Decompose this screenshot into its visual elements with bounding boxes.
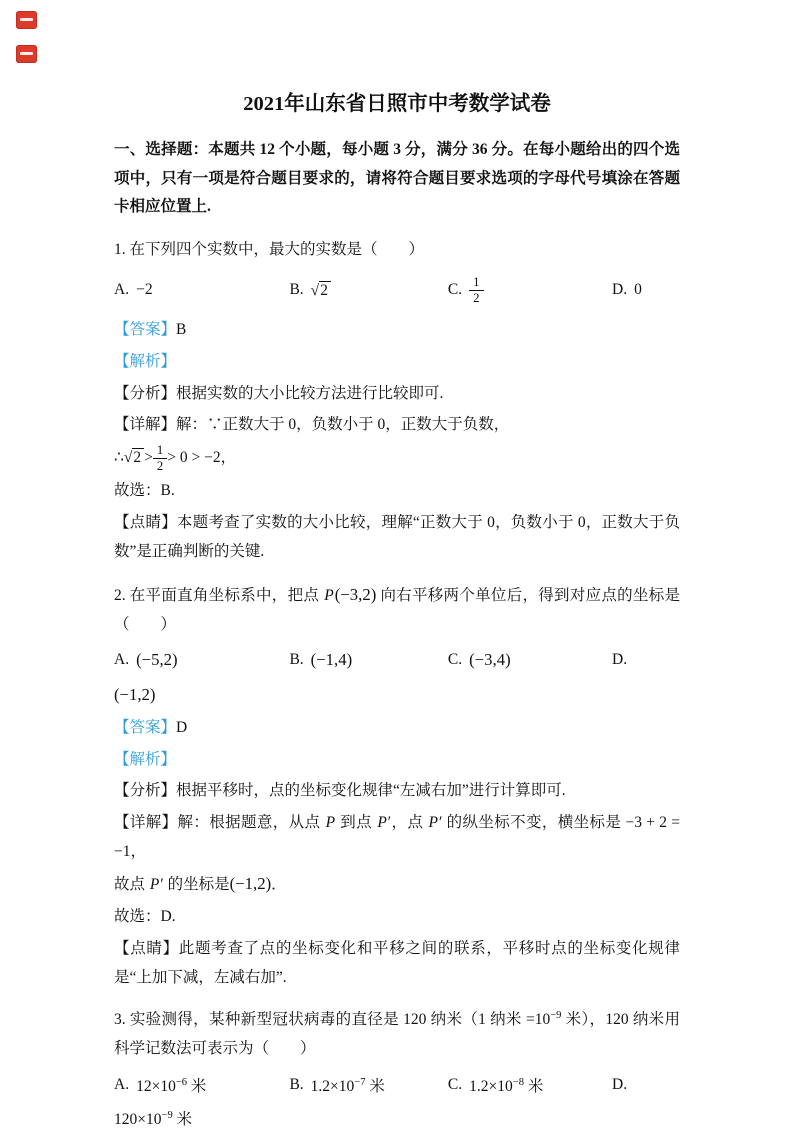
exponent: −8: [512, 1076, 524, 1088]
option-value: [136, 1074, 206, 1096]
q3-option-b: [289, 1074, 447, 1096]
math-text: 的纵坐标不变，横坐标是 −3 + 2 = −1，: [114, 813, 680, 860]
q2-option-d: [612, 651, 680, 669]
option-label: C.: [447, 1075, 463, 1093]
q1-options-row: [114, 275, 680, 306]
option-label: D.: [612, 281, 628, 299]
q1-detail-line2: [114, 443, 680, 474]
answer-tag: 【答案】: [114, 718, 177, 736]
unit-text: 米: [365, 1077, 385, 1095]
answer-value: B: [176, 321, 187, 339]
option-value: [311, 1074, 385, 1096]
q1-stem: 1. 在下列四个实数中，最大的实数是（ ）: [114, 241, 425, 259]
annotation-stamp-icon[interactable]: [16, 11, 37, 29]
coordinate: (−1,2): [229, 874, 272, 894]
document-page: [114, 86, 680, 1137]
exponent: −6: [175, 1076, 188, 1088]
option-label: D.: [612, 650, 628, 668]
unit-text: 米: [172, 1110, 193, 1128]
math-text: 故点: [114, 876, 149, 894]
unit-text: 米: [187, 1077, 207, 1095]
math-text: 的坐标是: [163, 876, 230, 894]
q1-jiexi-line: [114, 348, 680, 377]
stem-text: 向右平移两个单位后，得到对应点的坐标是（ ）: [114, 587, 680, 634]
option-label: B.: [289, 281, 304, 299]
math-text: 到点: [336, 813, 377, 831]
q1-option-b: [289, 281, 447, 300]
math-text: 【详解】解：根据题意，从点: [114, 813, 325, 831]
option-value: −2: [136, 281, 153, 299]
q3-option-c: [448, 1074, 612, 1096]
q1-option-c: [448, 275, 612, 306]
page-title: 2021年山东省日照市中考数学试卷: [243, 93, 551, 115]
exponent: −9: [161, 1109, 173, 1121]
q2-detail-line1: [114, 809, 680, 866]
q1-answer-line: [114, 316, 680, 345]
fraction: [469, 275, 483, 306]
exponent: −7: [354, 1076, 366, 1088]
q2-option-d-wrapped-value: [114, 680, 680, 711]
stem-text: 米），120 纳米用科学记数法可表示为（ ）: [114, 1011, 680, 1057]
option-value: (−3,4): [469, 649, 511, 669]
unit-text: 米: [523, 1077, 544, 1095]
q2-option-b: [289, 650, 447, 670]
q2-stem: [114, 580, 680, 640]
option-label: D.: [612, 1075, 628, 1093]
math-text: ，点: [391, 813, 428, 831]
math-text: 1.2×10: [310, 1077, 355, 1095]
q2-answer-line: [114, 714, 680, 743]
math-variable: P′: [149, 876, 163, 894]
math-variable: P: [324, 587, 334, 605]
q2-detail-line2: [114, 869, 680, 900]
math-variable: P′: [377, 813, 391, 831]
option-label: A.: [114, 1075, 130, 1093]
radical-sign-icon: √: [123, 449, 133, 467]
math-text: 120×10: [114, 1110, 162, 1128]
radicand: 2: [319, 281, 331, 300]
q2-jiexi-line: [114, 746, 680, 775]
q1-dianjing: 【点睛】本题考查了实数的大小比较，理解“正数大于 0，负数小于 0，正数大于负数”是正确判断的关键.: [114, 513, 680, 560]
option-label: B.: [289, 1075, 304, 1093]
math-variable: P: [325, 813, 336, 831]
q2-option-c: [448, 650, 612, 670]
section-heading: 一、选择题：本题共 12 个小题，每小题 3 分，满分 36 分。在每小题给出的四个选项中，只有一项是符合题目要求的，请将符合题目要求选项的字母代号填涂在答题卡相应位置上.: [114, 141, 680, 216]
math-text: 1.2×10: [469, 1077, 513, 1095]
q2-dianjing: 【点睛】此题考查了点的坐标变化和平移之间的联系，平移时点的坐标变化规律是“上加下减，左减右加”.: [114, 939, 680, 986]
stem-text: 3. 实验测得，某种新型冠状病毒的直径是 120 纳米（1 纳米 =10: [114, 1011, 551, 1029]
option-value: (−5,2): [136, 649, 178, 669]
fraction: [153, 443, 167, 474]
q2-fenxi-line: 【分析】根据平移时，点的坐标变化规律“左减右加”进行计算即可.: [114, 782, 566, 800]
fraction-denominator: 2: [156, 459, 164, 474]
q1-fenxi-line: 【分析】根据实数的大小比较方法进行比较即可.: [114, 384, 444, 402]
q3-options-row: [114, 1074, 680, 1096]
sqrt-expression: [124, 444, 144, 473]
option-value: (−1,4): [310, 649, 353, 669]
radicand: 2: [132, 448, 144, 467]
q3-option-a: [114, 1074, 289, 1096]
radical-sign-icon: √: [310, 281, 320, 299]
math-text: ．: [271, 876, 287, 894]
math-text: 12×10: [136, 1077, 176, 1095]
q3-option-d: [612, 1076, 680, 1094]
q3-option-d-wrapped-value: [114, 1106, 680, 1135]
coordinate: (−1,2): [114, 684, 156, 704]
coordinate: (−3,2): [334, 585, 377, 605]
option-label: C.: [447, 281, 463, 299]
q2-option-a: [114, 650, 289, 670]
option-value: 0: [634, 281, 642, 299]
exponent: −9: [550, 1010, 562, 1022]
math-text: ∴: [114, 449, 124, 467]
math-text: >: [144, 449, 153, 467]
answer-tag: 【答案】: [114, 321, 177, 339]
option-label: B.: [289, 650, 304, 668]
q2-options-row: [114, 650, 680, 670]
q2-conclusion: 故选：D.: [114, 908, 176, 926]
sqrt-expression: [311, 281, 331, 300]
q1-conclusion: 故选：B.: [114, 482, 175, 500]
option-label: A.: [114, 281, 130, 299]
q1-option-a: [114, 281, 289, 299]
option-value: [469, 1074, 543, 1096]
fraction-numerator: 1: [153, 443, 167, 459]
jiexi-tag: 【解析】: [114, 750, 177, 768]
option-label: A.: [114, 650, 130, 668]
jiexi-tag: 【解析】: [114, 352, 177, 370]
q1-option-d: [612, 281, 680, 299]
fraction-numerator: 1: [469, 275, 483, 291]
fraction-denominator: 2: [473, 290, 480, 305]
math-text: > 0 > −2，: [167, 449, 237, 467]
option-label: C.: [447, 650, 463, 668]
annotation-stamp-icon-2[interactable]: [16, 45, 37, 63]
math-variable: P′: [428, 813, 442, 831]
stem-text: 2. 在平面直角坐标系中，把点: [114, 587, 320, 605]
q3-stem: [114, 1006, 680, 1063]
q1-detail-line1: 【详解】解：∵正数大于 0，负数小于 0，正数大于负数，: [114, 416, 510, 434]
answer-value: D: [176, 718, 188, 736]
